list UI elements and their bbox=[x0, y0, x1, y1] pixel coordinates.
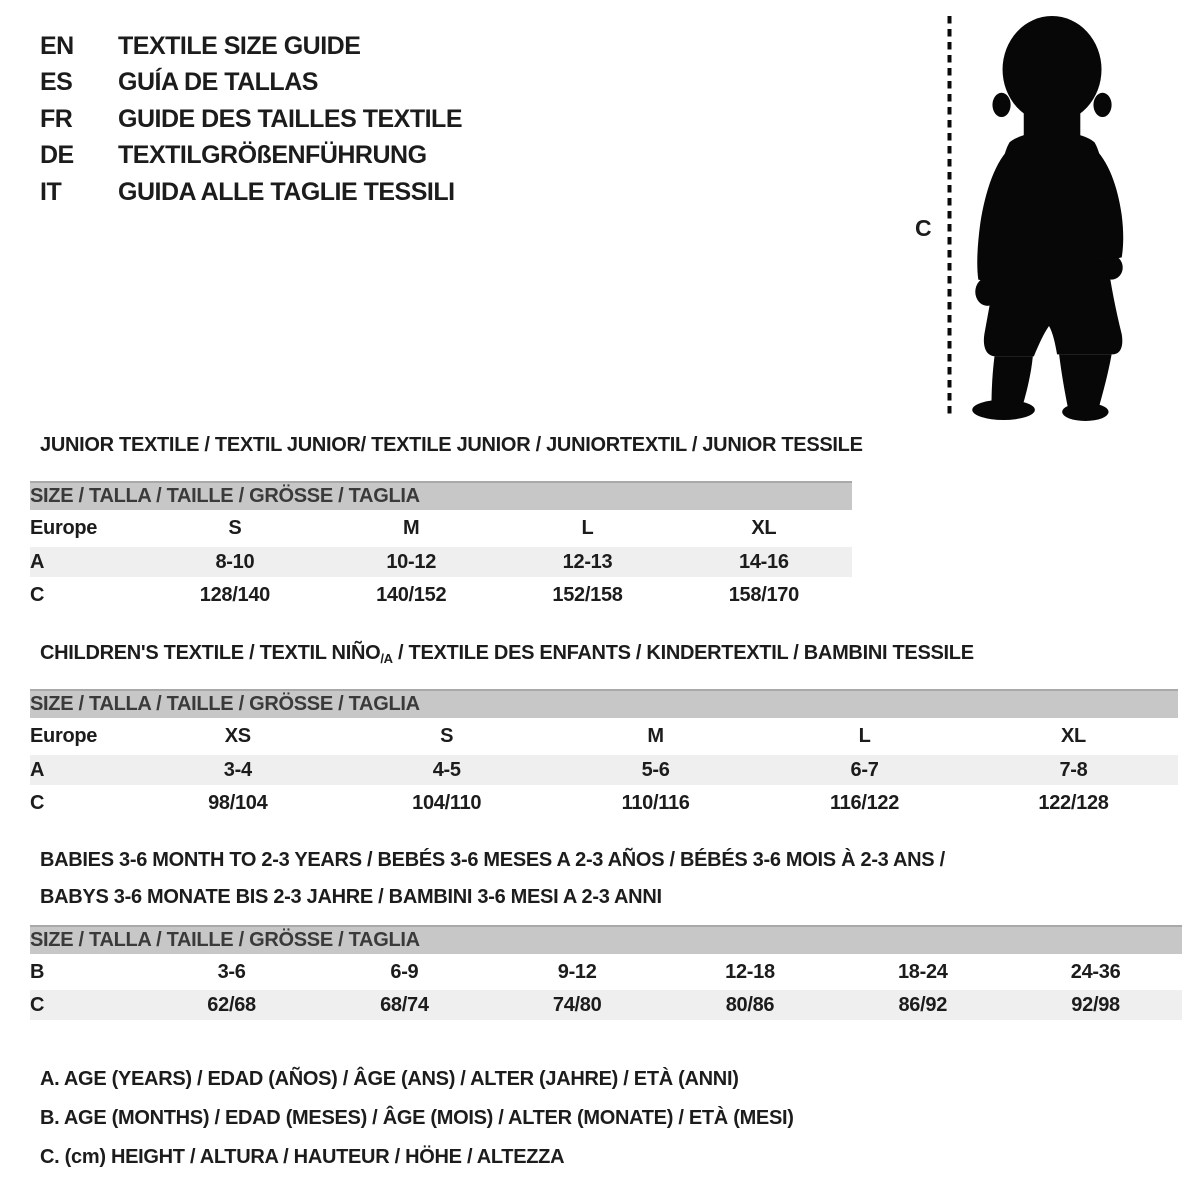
language-code: EN bbox=[40, 31, 74, 60]
size-header-row bbox=[30, 689, 1178, 718]
table-row-a bbox=[30, 547, 852, 577]
column-header-europe: Europe bbox=[30, 725, 98, 747]
babies-size-table bbox=[30, 922, 1182, 1023]
size-cell: 6-7 bbox=[760, 755, 969, 785]
size-cell: 4-5 bbox=[342, 755, 551, 785]
row-label: A bbox=[30, 755, 133, 785]
size-cell: 62/68 bbox=[145, 990, 318, 1020]
language-label: GUIDE DES TAILLES TEXTILE bbox=[118, 104, 463, 133]
size-cell: 122/128 bbox=[1038, 791, 1109, 814]
size-header-row bbox=[30, 925, 1182, 954]
language-label: GUIDA ALLE TAGLIE TESSILI bbox=[118, 177, 455, 206]
size-cell: 86/92 bbox=[836, 990, 1009, 1020]
size-cell: 12-13 bbox=[499, 547, 675, 577]
legend-footnotes bbox=[40, 1068, 794, 1185]
size-header-row bbox=[30, 481, 852, 510]
size-cell: 74/80 bbox=[491, 990, 664, 1020]
size-cell: 18-24 bbox=[897, 960, 948, 983]
column-header-size: L bbox=[581, 517, 594, 539]
size-cell: 92/98 bbox=[1009, 990, 1182, 1020]
children-size-table bbox=[30, 686, 1178, 821]
size-header-bar: SIZE / TALLA / TAILLE / GRÖSSE / TAGLIA bbox=[30, 925, 1182, 954]
footnote-b: B. AGE (MONTHS) / EDAD (MESES) / ÂGE (MOIS) / ALTER (MONATE) / ETÀ (MESI) bbox=[40, 1107, 794, 1129]
row-label: C bbox=[30, 583, 45, 606]
footnote-c: C. (cm) HEIGHT / ALTURA / HAUTEUR / HÖHE / ALTEZZA bbox=[40, 1146, 565, 1168]
size-cell: 116/122 bbox=[829, 791, 900, 814]
language-code: DE bbox=[40, 141, 74, 170]
size-cell: 9-12 bbox=[557, 960, 597, 983]
size-cell: 110/116 bbox=[621, 791, 690, 814]
language-label: GUÍA DE TALLAS bbox=[118, 68, 318, 97]
junior-section-title: JUNIOR TEXTILE / TEXTIL JUNIOR/ TEXTILE JUNIOR / JUNIORTEXTIL / JUNIOR TESSILE bbox=[40, 434, 863, 456]
size-cell: 128/140 bbox=[199, 583, 270, 606]
table-row-b bbox=[30, 957, 1182, 987]
column-header-size: XL bbox=[751, 517, 777, 539]
column-header-size: S bbox=[440, 725, 454, 747]
babies-section-title-line1: BABIES 3-6 MONTH TO 2-3 YEARS / BEBÉS 3-6 MESES A 2-3 AÑOS / BÉBÉS 3-6 MOIS À 2-3 ANS / bbox=[40, 849, 945, 871]
size-cell: 10-12 bbox=[323, 547, 499, 577]
language-code: IT bbox=[40, 177, 62, 206]
language-row bbox=[40, 28, 462, 65]
table-row-c bbox=[30, 580, 852, 610]
size-cell: 80/86 bbox=[664, 990, 837, 1020]
size-cell: 5-6 bbox=[551, 755, 760, 785]
column-header-size: XS bbox=[224, 725, 251, 747]
column-header-size: M bbox=[403, 517, 420, 539]
language-header bbox=[40, 28, 462, 211]
size-cell: 24-36 bbox=[1070, 960, 1121, 983]
children-title-subscript: /A bbox=[380, 651, 393, 666]
size-cell: 68/74 bbox=[318, 990, 491, 1020]
size-header-bar: SIZE / TALLA / TAILLE / GRÖSSE / TAGLIA bbox=[30, 689, 1178, 718]
language-code: ES bbox=[40, 68, 73, 97]
children-title-pre: CHILDREN'S TEXTILE / TEXTIL NIÑO bbox=[40, 642, 381, 664]
column-header-row bbox=[30, 721, 1178, 752]
size-cell: 140/152 bbox=[376, 583, 447, 606]
junior-size-table bbox=[30, 478, 852, 613]
size-cell: 7-8 bbox=[969, 755, 1178, 785]
column-header-size: L bbox=[858, 725, 871, 747]
children-section-title bbox=[40, 642, 974, 666]
row-label: B bbox=[30, 960, 45, 983]
language-row bbox=[40, 101, 462, 138]
babies-section-title-line2: BABYS 3-6 MONATE BIS 2-3 JAHRE / BAMBINI 3-6 MESI A 2-3 ANNI bbox=[40, 886, 662, 908]
footnote-a: A. AGE (YEARS) / EDAD (AÑOS) / ÂGE (ANS) / ALTER (JAHRE) / ETÀ (ANNI) bbox=[40, 1068, 739, 1090]
toddler-silhouette-icon bbox=[963, 13, 1135, 422]
language-label: TEXTILGRÖßENFÜHRUNG bbox=[118, 141, 427, 170]
column-header-europe: Europe bbox=[30, 517, 98, 539]
column-header-size: XL bbox=[1061, 725, 1086, 747]
table-row-a bbox=[30, 755, 1178, 785]
measure-label-c: C bbox=[915, 215, 932, 241]
row-label: C bbox=[30, 990, 145, 1020]
row-label: C bbox=[30, 791, 45, 814]
size-cell: 14-16 bbox=[676, 547, 852, 577]
size-cell: 104/110 bbox=[412, 791, 482, 814]
language-label: TEXTILE SIZE GUIDE bbox=[118, 31, 361, 60]
size-cell: 158/170 bbox=[728, 583, 799, 606]
height-dashed-line-icon bbox=[947, 16, 952, 418]
language-row bbox=[40, 138, 462, 175]
size-header-bar: SIZE / TALLA / TAILLE / GRÖSSE / TAGLIA bbox=[30, 481, 852, 510]
column-header-size: M bbox=[647, 725, 664, 747]
column-header-size: S bbox=[228, 517, 242, 539]
size-cell: 152/158 bbox=[552, 583, 623, 606]
size-cell: 8-10 bbox=[147, 547, 323, 577]
size-cell: 3-4 bbox=[133, 755, 342, 785]
size-cell: 12-18 bbox=[725, 960, 775, 983]
size-cell: 98/104 bbox=[208, 791, 268, 814]
language-row bbox=[40, 65, 462, 102]
table-row-c bbox=[30, 990, 1182, 1020]
table-row-c bbox=[30, 788, 1178, 818]
size-cell: 6-9 bbox=[390, 960, 419, 983]
column-header-row bbox=[30, 513, 852, 544]
row-label: A bbox=[30, 547, 147, 577]
height-measure-figure bbox=[895, 10, 1195, 425]
language-code: FR bbox=[40, 104, 73, 133]
language-row bbox=[40, 174, 462, 211]
size-cell: 3-6 bbox=[217, 960, 246, 983]
children-title-post: / TEXTILE DES ENFANTS / KINDERTEXTIL / BAMBINI TESSILE bbox=[392, 642, 974, 664]
